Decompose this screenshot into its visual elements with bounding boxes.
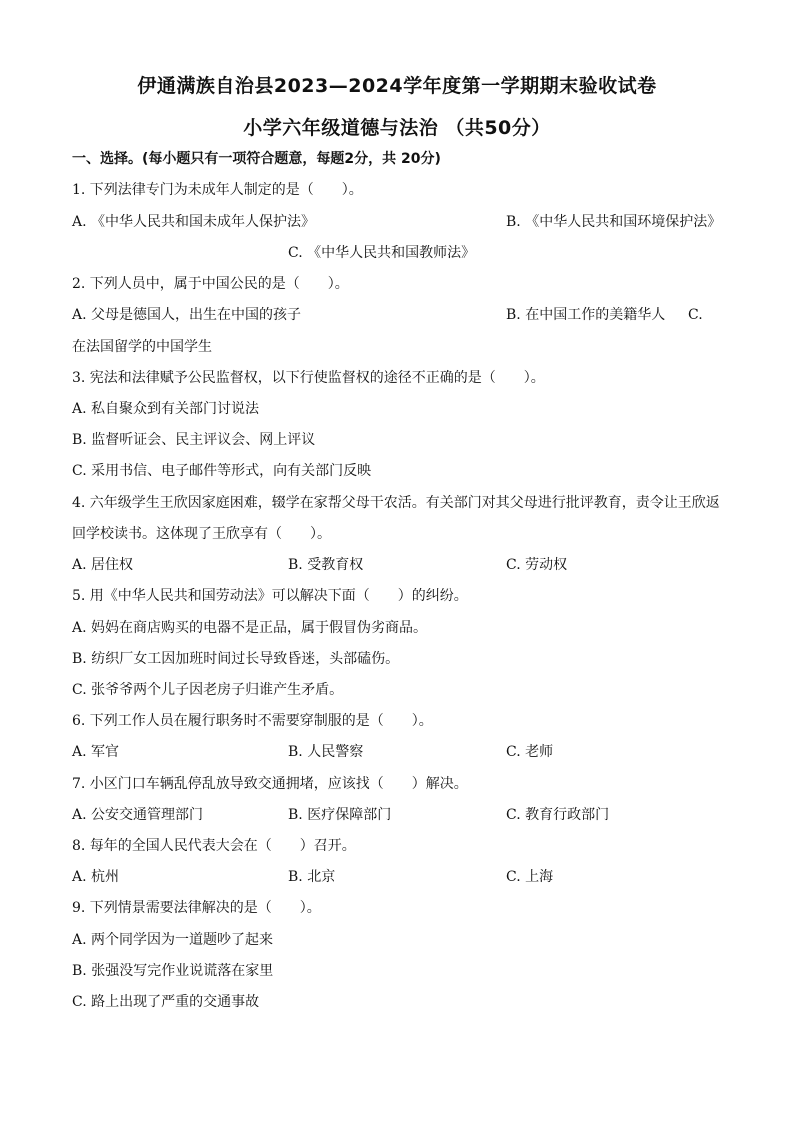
option-c: C. 上海: [506, 869, 554, 885]
exam-title: 伊通满族自治县2023—2024学年度第一学期期末验收试卷: [137, 75, 657, 97]
option-b: B. 张强没写完作业说谎落在家里: [72, 963, 274, 979]
option-b: B. 《中华人民共和国环境保护法》: [506, 214, 722, 230]
option-b: B. 北京: [288, 869, 336, 885]
option-b: B. 受教育权: [288, 557, 364, 573]
option-a: A. 军官: [72, 744, 120, 760]
option-a: A. 《中华人民共和国未成年人保护法》: [72, 214, 316, 230]
option-b: B. 在中国工作的美籍华人: [506, 307, 666, 323]
question-stem: 7. 小区门口车辆乱停乱放导致交通拥堵，应该找（ ）解决。: [72, 776, 468, 792]
option-a: A. 私自聚众到有关部门讨说法: [72, 401, 260, 417]
question-stem: 2. 下列人员中，属于中国公民的是（ ）。: [72, 276, 349, 292]
option-c: C. 路上出现了严重的交通事故: [72, 994, 260, 1010]
option-b: B. 人民警察: [288, 744, 364, 760]
section-heading: 一、选择。(每小题只有一项符合题意，每题2分，共 20分): [72, 151, 441, 167]
question-stem: 8. 每年的全国人民代表大会在（ ）召开。: [72, 838, 356, 854]
exam-subtitle: 小学六年级道德与法治 （共50分）: [243, 117, 551, 139]
question-stem: 6. 下列工作人员在履行职务时不需要穿制服的是（ ）。: [72, 713, 433, 729]
option-a: A. 两个同学因为一道题吵了起来: [72, 932, 274, 948]
option-b: B. 医疗保障部门: [288, 807, 392, 823]
option-a: A. 居住权: [72, 557, 134, 573]
question-stem: 4. 六年级学生王欣因家庭困难，辍学在家帮父母干农活。有关部门对其父母进行批评教育，责令让王欣返: [72, 495, 720, 511]
option-a: A. 公安交通管理部门: [72, 807, 204, 823]
option-c: C. 老师: [506, 744, 554, 760]
option-b: B. 纺织厂女工因加班时间过长导致昏迷，头部磕伤。: [72, 651, 400, 667]
option-c: C. 《中华人民共和国教师法》: [288, 245, 476, 261]
option-c-text: 在法国留学的中国学生: [72, 339, 212, 355]
option-b: B. 监督听证会、民主评议会、网上评议: [72, 432, 316, 448]
option-c: C. 采用书信、电子邮件等形式，向有关部门反映: [72, 463, 372, 479]
option-c: C. 教育行政部门: [506, 807, 610, 823]
question-stem: 9. 下列情景需要法律解决的是（ ）。: [72, 900, 321, 916]
option-a: A. 父母是德国人，出生在中国的孩子: [72, 307, 302, 323]
question-stem: 1. 下列法律专门为未成年人制定的是（ ）。: [72, 182, 363, 198]
option-c: C.: [688, 307, 703, 323]
option-a: A. 杭州: [72, 869, 120, 885]
option-c: C. 张爷爷两个儿子因老房子归谁产生矛盾。: [72, 682, 344, 698]
question-stem-continued: 回学校读书。这体现了王欣享有（ ）。: [72, 526, 331, 542]
question-stem: 3. 宪法和法律赋予公民监督权，以下行使监督权的途径不正确的是（ ）。: [72, 370, 545, 386]
option-a: A. 妈妈在商店购买的电器不是正品，属于假冒伪劣商品。: [72, 620, 428, 636]
question-stem: 5. 用《中华人民共和国劳动法》可以解决下面（ ）的纠纷。: [72, 588, 468, 604]
option-c: C. 劳动权: [506, 557, 568, 573]
